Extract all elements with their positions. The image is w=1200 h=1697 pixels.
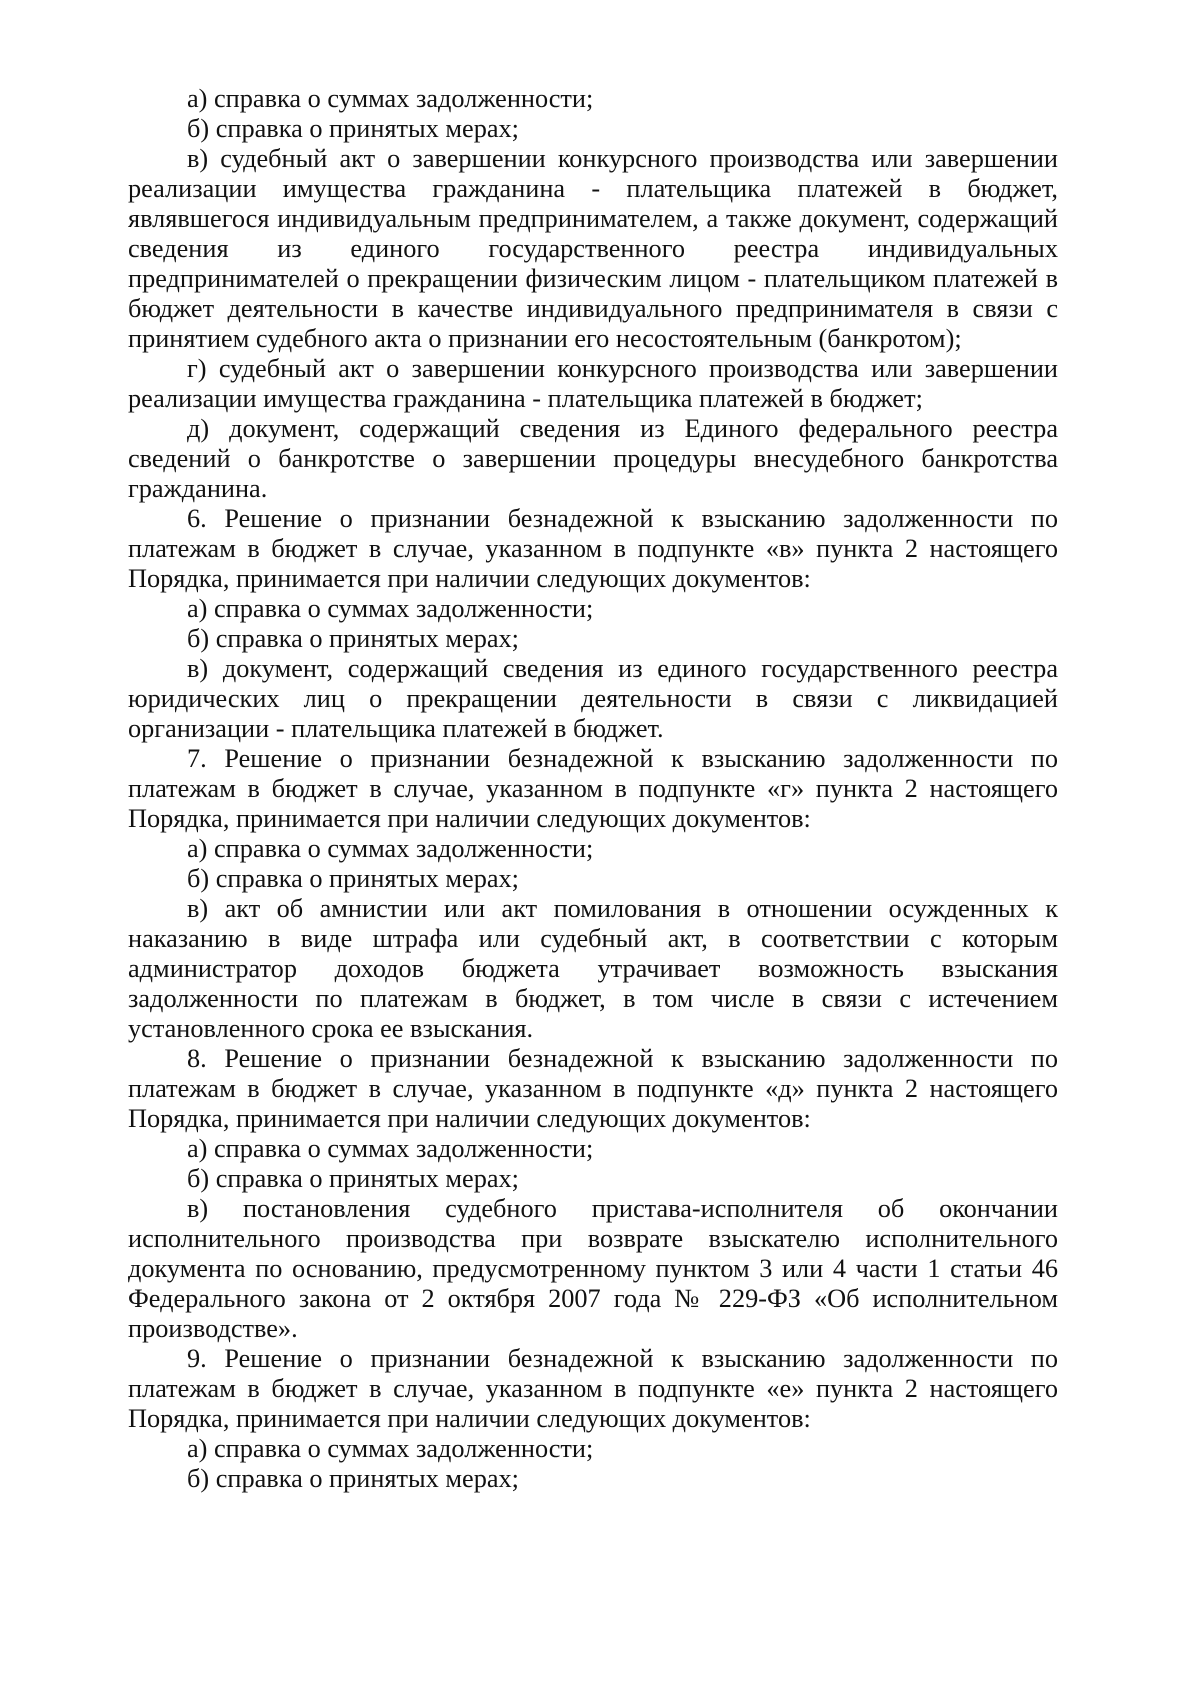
paragraph-4: г) судебный акт о завершении конкурсного производства или завершении реализации имущества гражданина - плательщика платежей в бюджет; [128,354,1058,413]
paragraph-18: 9. Решение о признании безнадежной к взысканию задолженности по платежам в бюджет в случае, указанном в подпункте «е» пункта 2 настоящего Порядка, принимается при наличии следующих документов: [128,1344,1058,1433]
paragraph-8: б) справка о принятых мерах; [187,624,519,653]
paragraph-20: б) справка о принятых мерах; [187,1464,519,1493]
paragraph-13: в) акт об амнистии или акт помилования в отношении осужденных к наказанию в виде штрафа или судебный акт, в соответствии с которым администратор доходов бюджета утрачивает возможность взыскания задолженности по платежам в бюджет, в том числе в связи с истечением установленного срока ее взыскания. [128,894,1058,1043]
paragraph-15: а) справка о суммах задолженности; [187,1134,594,1163]
paragraph-2: б) справка о принятых мерах; [187,114,519,143]
paragraph-1: а) справка о суммах задолженности; [187,84,594,113]
paragraph-10: 7. Решение о признании безнадежной к взысканию задолженности по платежам в бюджет в случае, указанном в подпункте «г» пункта 2 настоящего Порядка, принимается при наличии следующих документов: [128,744,1058,833]
paragraph-6: 6. Решение о признании безнадежной к взысканию задолженности по платежам в бюджет в случае, указанном в подпункте «в» пункта 2 настоящего Порядка, принимается при наличии следующих документов: [128,504,1058,593]
document-body [128,84,1058,1494]
paragraph-11: а) справка о суммах задолженности; [187,834,594,863]
paragraph-7: а) справка о суммах задолженности; [187,594,594,623]
paragraph-3: в) судебный акт о завершении конкурсного производства или завершении реализации имущества гражданина - плательщика платежей в бюджет, являвшегося индивидуальным предпринимателем, а также документ, содержащий сведения из единого государственного реестра индивидуальных предпринимателей о прекращении физическим лицом - плательщиком платежей в бюджет деятельности в качестве индивидуального предпринимателя в связи с принятием судебного акта о признании его несостоятельным (банкротом); [128,144,1058,353]
paragraph-12: б) справка о принятых мерах; [187,864,519,893]
paragraph-16: б) справка о принятых мерах; [187,1164,519,1193]
paragraph-17: в) постановления судебного пристава-исполнителя об окончании исполнительного производства при возврате взыскателю исполнительного документа по основанию, предусмотренному пунктом 3 или 4 части 1 статьи 46 Федерального закона от 2 октября 2007 года № 229-ФЗ «Об исполнительном производстве». [128,1194,1058,1343]
paragraph-9: в) документ, содержащий сведения из единого государственного реестра юридических лиц о прекращении деятельности в связи с ликвидацией организации - плательщика платежей в бюджет. [128,654,1058,743]
paragraph-5: д) документ, содержащий сведения из Единого федерального реестра сведений о банкротстве о завершении процедуры внесудебного банкротства гражданина. [128,414,1058,503]
paragraph-14: 8. Решение о признании безнадежной к взысканию задолженности по платежам в бюджет в случае, указанном в подпункте «д» пункта 2 настоящего Порядка, принимается при наличии следующих документов: [128,1044,1058,1133]
paragraph-19: а) справка о суммах задолженности; [187,1434,594,1463]
